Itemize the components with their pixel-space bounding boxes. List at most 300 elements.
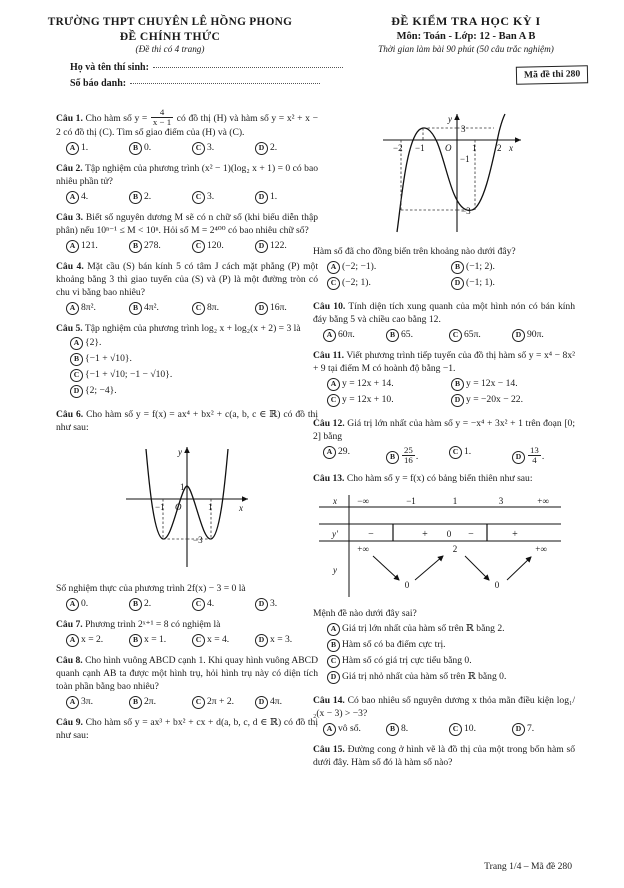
y-value-0: +∞ — [357, 544, 369, 555]
question-3-label: Câu 3. — [56, 211, 84, 223]
yprime-value-2: 0 — [446, 529, 452, 540]
question-2-body: Tập nghiệm của phương trình (x² − 1)(log₂ x + 1) = 0 có bao nhiêu phần tử? — [56, 162, 319, 187]
option-c[interactable] — [327, 394, 451, 407]
option-letter-c: C — [327, 655, 340, 668]
question-15-label: Câu 15. — [313, 744, 345, 756]
option-letter-b: B — [451, 261, 464, 274]
question-14-label: Câu 14. — [313, 695, 345, 707]
question-10 — [313, 301, 575, 342]
x-axis-arrow — [242, 497, 248, 503]
yprime-value-4: + — [512, 529, 518, 541]
question-6-text — [56, 409, 318, 435]
option-letter-a: A — [323, 723, 336, 736]
y-value-4: +∞ — [535, 544, 547, 555]
question-9-label: Câu 9. — [56, 716, 83, 728]
question-2-label: Câu 2. — [56, 162, 83, 174]
question-10-options — [313, 329, 575, 342]
option-c-text: 1. — [464, 445, 472, 457]
question-5-text — [56, 323, 318, 336]
y-tick-neg3: −3 — [461, 206, 471, 216]
option-c[interactable] — [327, 277, 451, 290]
question-8 — [56, 655, 318, 709]
x-value-1: −1 — [406, 496, 416, 507]
option-d-text: Giá trị nhỏ nhất của hàm số trên ℝ bằng 0. — [342, 671, 507, 683]
option-c[interactable] — [192, 142, 255, 155]
option-letter-d: D — [255, 191, 268, 204]
question-13-body: Cho hàm số y = f(x) có bảng biến thiên như sau: — [346, 472, 533, 484]
option-letter-c: C — [449, 329, 462, 342]
question-2-text — [56, 163, 318, 189]
option-letter-c: C — [192, 240, 205, 253]
question-10-text — [313, 301, 575, 327]
option-letter-b: B — [451, 378, 464, 391]
option-d[interactable] — [255, 142, 318, 155]
question-10-body: Tính diện tích xung quanh của một hình nón có bán kính đáy bằng 5 và chiều cao bằng 12. — [313, 300, 576, 325]
option-letter-c: C — [449, 723, 462, 736]
option-letter-b: B — [386, 451, 399, 464]
fraction-numerator: 25 — [404, 444, 413, 455]
question-5-body: Tập nghiệm của phương trình log₂ x + log₂(x + 2) = 3 là — [84, 322, 301, 334]
option-d-text: x = 3. — [270, 634, 293, 646]
option-letter-b: B — [129, 191, 142, 204]
y-tick-neg1: −1 — [460, 154, 470, 164]
option-d[interactable] — [512, 723, 575, 736]
option-a-text: Giá trị lớn nhất của hàm số trên ℝ bằng 2. — [342, 623, 505, 635]
option-letter-a: A — [66, 598, 79, 611]
fraction-denominator: 16 — [404, 454, 413, 465]
option-a-text: 29. — [338, 445, 350, 457]
option-letter-c: C — [192, 634, 205, 647]
candidate-name-blank[interactable] — [153, 58, 343, 68]
candidate-name-field[interactable] — [70, 58, 343, 73]
right-column — [313, 108, 575, 778]
variation-table-svg — [315, 491, 565, 599]
option-d-text: 4π. — [270, 695, 283, 707]
x-tick-neg1: −1 — [155, 502, 165, 513]
arrow-up-1 — [415, 556, 443, 580]
question-4-label: Câu 4. — [56, 260, 84, 272]
option-d-text: 2. — [270, 141, 278, 153]
row-label-x: x — [333, 496, 337, 507]
quartic-graph-figure — [56, 439, 318, 579]
question-12-label: Câu 12. — [313, 417, 345, 429]
question-3-options — [56, 240, 318, 253]
exam-subject: Môn: Toán - Lớp: 12 - Ban A B — [396, 31, 536, 42]
option-b-text: (−1; 2). — [466, 260, 495, 272]
option-c[interactable] — [192, 302, 255, 315]
option-b-text: {−1 + √10}. — [85, 353, 132, 365]
x-tick-neg2: −2 — [393, 143, 403, 153]
option-b[interactable] — [451, 378, 575, 391]
fraction-numerator: 13 — [530, 444, 539, 455]
candidate-id-label: Số báo danh: — [70, 78, 127, 89]
left-column — [56, 108, 318, 751]
option-letter-d: D — [512, 329, 525, 342]
option-b[interactable] — [129, 598, 192, 611]
option-a[interactable] — [66, 142, 129, 155]
option-letter-a: A — [66, 302, 79, 315]
option-b-text: y = 12x − 14. — [466, 377, 518, 389]
cubic-graph-svg — [349, 112, 539, 237]
option-letter-b: B — [129, 240, 142, 253]
x-tick-neg1: −1 — [415, 143, 425, 153]
option-d-text: (−1; 1). — [466, 276, 495, 288]
arrow-down-1 — [373, 556, 399, 580]
option-a[interactable] — [327, 623, 575, 636]
option-b-text: 4π². — [144, 301, 159, 313]
option-b[interactable] — [129, 634, 192, 647]
question-6-tail: Số nghiệm thực của phương trình 2f(x) − 3 = 0 là — [56, 583, 246, 595]
option-a[interactable] — [66, 240, 129, 253]
row-label-y: y — [333, 565, 337, 576]
question-1-options — [56, 142, 318, 155]
option-c-text: 120. — [207, 239, 224, 251]
option-c[interactable] — [70, 369, 318, 382]
option-c-text: 3. — [207, 141, 215, 153]
option-letter-a: A — [66, 142, 79, 155]
option-letter-c: C — [327, 277, 340, 290]
option-c[interactable] — [192, 191, 255, 204]
option-a[interactable] — [66, 696, 129, 709]
option-c[interactable] — [449, 446, 512, 465]
option-a-text: 3π. — [81, 695, 94, 707]
option-letter-c: C — [327, 394, 340, 407]
question-4-options — [56, 302, 318, 315]
question-3 — [56, 212, 318, 253]
x-value-3: 3 — [498, 496, 504, 507]
option-b-text: 8. — [401, 723, 409, 735]
official-label: ĐỀ CHÍNH THỨC — [119, 30, 221, 43]
option-b-text: 2π. — [144, 695, 157, 707]
question-10-label: Câu 10. — [313, 300, 346, 312]
x-axis-arrow — [515, 137, 521, 143]
option-d[interactable] — [255, 634, 318, 647]
option-letter-c: C — [70, 369, 83, 382]
option-a-text: y = 12x + 14. — [342, 377, 394, 389]
option-a-text: (−2; −1). — [342, 260, 377, 272]
arrow-down-2 — [465, 556, 489, 580]
question-14 — [313, 695, 575, 736]
question-4 — [56, 261, 318, 315]
cubic-graph-figure — [313, 112, 575, 242]
option-c[interactable] — [449, 723, 512, 736]
question-13 — [313, 473, 575, 688]
option-a[interactable] — [327, 378, 451, 391]
question-columns — [0, 108, 624, 856]
option-letter-d: D — [327, 671, 340, 684]
option-letter-d: D — [70, 385, 83, 398]
option-c-text: 3. — [207, 190, 215, 202]
question-8-options — [56, 696, 318, 709]
option-letter-c: C — [192, 142, 205, 155]
option-a-text: x = 2. — [81, 634, 104, 646]
row-label-yprime: y′ — [332, 529, 338, 540]
option-a[interactable] — [70, 337, 318, 350]
option-d[interactable]: D $\frac{13}{4}$ . — [512, 446, 575, 465]
option-d[interactable] — [327, 671, 575, 684]
option-b[interactable] — [129, 302, 192, 315]
option-d-text: 1. — [270, 190, 278, 202]
option-a-text: vô số. — [338, 723, 361, 735]
origin-label: O — [445, 143, 452, 153]
option-letter-a: A — [327, 378, 340, 391]
question-15-body: Đường cong ở hình vẽ là đồ thị của một trong bốn hàm số dưới đây. Hàm số đó là hàm số nào? — [313, 744, 576, 769]
variation-table-figure — [315, 491, 565, 604]
question-6-label: Câu 6. — [56, 409, 84, 421]
option-b[interactable] — [451, 261, 575, 274]
arrow-up-2 — [507, 557, 531, 580]
question-11 — [313, 350, 575, 410]
option-a[interactable] — [323, 723, 386, 736]
question-7-label: Câu 7. — [56, 619, 83, 631]
option-b[interactable] — [129, 142, 192, 155]
option-b-text: Hàm số có ba điểm cực trị. — [342, 639, 446, 651]
question-9-figure-block — [313, 112, 575, 293]
option-b[interactable] — [129, 696, 192, 709]
page-header — [0, 0, 624, 116]
option-a[interactable] — [327, 261, 451, 274]
x-value-4: +∞ — [537, 496, 549, 507]
page-footer: Trang 1/4 – Mã đề 280 — [484, 861, 572, 872]
option-letter-b: B — [129, 598, 142, 611]
option-letter-a: A — [323, 446, 336, 459]
option-d[interactable] — [70, 385, 318, 398]
quartic-graph-svg — [112, 439, 262, 574]
option-c-text: 65π. — [464, 328, 481, 340]
option-c-text: 8π. — [207, 301, 220, 313]
option-d-text: 122. — [270, 239, 287, 251]
option-b-text: 2. — [144, 598, 152, 610]
option-b-text: 2. — [144, 190, 152, 202]
option-letter-b: B — [386, 329, 399, 342]
option-a[interactable] — [66, 302, 129, 315]
option-c[interactable] — [192, 598, 255, 611]
option-d[interactable] — [255, 240, 318, 253]
x-axis-label: x — [239, 503, 243, 514]
option-letter-b: B — [327, 639, 340, 652]
option-b-fraction — [402, 446, 415, 465]
y-axis-arrow — [184, 447, 190, 453]
question-3-body: Biết số nguyên dương M sẽ có n chữ số (khi biểu diễn thập phân) nếu 10ⁿ⁻¹ ≤ M < 10ⁿ. Hỏi số M = 2⁴⁰⁰ có bao nhiêu chữ số? — [56, 211, 318, 236]
y-value-2: 2 — [452, 544, 458, 555]
header-right-block — [316, 14, 616, 54]
option-letter-a: A — [327, 261, 340, 274]
option-b[interactable] — [386, 723, 449, 736]
option-b-text: x = 1. — [144, 634, 167, 646]
option-d[interactable] — [255, 598, 318, 611]
option-letter-d: D — [255, 240, 268, 253]
question-5 — [56, 323, 318, 402]
question-12 — [313, 418, 575, 465]
option-letter-c: C — [192, 696, 205, 709]
candidate-id-blank[interactable] — [130, 74, 320, 84]
question-13-text — [313, 473, 575, 486]
option-letter-d: D — [451, 277, 464, 290]
option-d-text: 3. — [270, 598, 278, 610]
option-letter-d: D — [255, 142, 268, 155]
option-d[interactable] — [255, 191, 318, 204]
option-c[interactable] — [192, 696, 255, 709]
option-d-text: 90π. — [527, 328, 544, 340]
option-a-text: {2}. — [85, 337, 102, 349]
y-value-3: 0 — [494, 580, 500, 591]
option-letter-c: C — [192, 598, 205, 611]
option-d-text: 7. — [527, 723, 535, 735]
option-c-text: 2π + 2. — [207, 695, 235, 707]
question-11-label: Câu 11. — [313, 349, 345, 361]
option-c-text: 10. — [464, 723, 476, 735]
question-4-body: Mặt cầu (S) bán kính 5 có tâm J cách mặt phẳng (P) một khoảng bằng 3 thì giao tuyến của (S) và (P) là một đường tròn có chu vi bằng bao nhiêu? — [56, 260, 319, 298]
option-c-text: x = 4. — [207, 634, 230, 646]
option-letter-d: D — [512, 451, 525, 464]
option-b-text: 278. — [144, 239, 161, 251]
y-axis-label: y — [448, 114, 452, 124]
option-b[interactable] — [70, 353, 318, 366]
option-letter-c: C — [192, 302, 205, 315]
option-letter-d: D — [255, 302, 268, 315]
question-7-body: Phương trình 2ˣ⁺¹ = 8 có nghiệm là — [85, 619, 221, 631]
option-c-text: Hàm số có giá trị cực tiểu bằng 0. — [342, 655, 472, 667]
exam-title: ĐỀ KIỂM TRA HỌC KỲ I — [391, 14, 541, 28]
option-c[interactable] — [192, 240, 255, 253]
option-d[interactable] — [255, 302, 318, 315]
question-2 — [56, 163, 318, 204]
option-c-text: y = 12x + 10. — [342, 393, 394, 405]
option-c-text: 4. — [207, 598, 215, 610]
option-a-text: 4. — [81, 190, 89, 202]
question-7 — [56, 619, 318, 647]
option-letter-d: D — [255, 634, 268, 647]
option-b[interactable] — [129, 240, 192, 253]
option-c-text: {−1 + √10; −1 − √10}. — [85, 369, 173, 381]
option-letter-b: B — [129, 302, 142, 315]
question-9-options — [313, 261, 575, 293]
question-12-body: Giá trị lớn nhất của hàm số y = −x⁴ + 3x² + 1 trên đoạn [0; 2] bằng — [313, 417, 575, 442]
question-7-options — [56, 634, 318, 647]
question-7-text — [56, 619, 318, 632]
question-15 — [313, 744, 575, 770]
x-tick-1: 1 — [472, 143, 477, 153]
option-b-text: 0. — [144, 141, 152, 153]
question-13-label: Câu 13. — [313, 472, 345, 484]
option-letter-d: D — [255, 696, 268, 709]
origin-label: O — [175, 502, 182, 513]
option-letter-b: B — [70, 353, 83, 366]
yprime-value-1: + — [422, 529, 428, 541]
option-letter-a: A — [66, 240, 79, 253]
question-5-label: Câu 5. — [56, 322, 83, 334]
question-8-text — [56, 655, 318, 694]
option-a[interactable] — [66, 191, 129, 204]
option-d-fraction — [528, 446, 541, 465]
option-b[interactable] — [129, 191, 192, 204]
fraction-numerator: 4 — [151, 108, 173, 118]
option-d[interactable] — [512, 329, 575, 342]
question-1-body-b: có đồ thị (H) và hàm số y = x² + x − 2 có đồ thị (C). Tìm số giao điểm của (H) và (C). — [56, 113, 318, 138]
option-a-text: 8π². — [81, 301, 96, 313]
question-14-body: Có bao nhiêu số nguyên dương x thỏa mãn điều kiện log₁/₂(x − 3) > −3? — [313, 695, 575, 720]
option-letter-a: A — [323, 329, 336, 342]
question-1 — [56, 108, 318, 155]
question-9-body: Cho hàm số y = ax³ + bx² + cx + d(a, b, c, d ∈ ℝ) có đồ thị như sau: — [56, 716, 319, 741]
question-1-label: Câu 1. — [56, 113, 83, 125]
question-9-tail: Hàm số đã cho đồng biến trên khoảng nào dưới đây? — [313, 245, 516, 257]
question-6 — [56, 409, 318, 611]
option-c-text: (−2; 1). — [342, 276, 371, 288]
option-letter-b: B — [129, 634, 142, 647]
question-1-text — [56, 108, 318, 140]
option-c[interactable] — [449, 329, 512, 342]
option-d[interactable] — [451, 394, 575, 407]
question-2-options — [56, 191, 318, 204]
y-value-1: 0 — [404, 580, 410, 591]
option-letter-a: A — [66, 191, 79, 204]
option-a-text: 0. — [81, 598, 89, 610]
option-b[interactable] — [327, 639, 575, 652]
question-12-options — [313, 446, 575, 465]
yprime-value-0: − — [368, 529, 374, 541]
question-5-options — [56, 337, 318, 401]
option-letter-c: C — [449, 446, 462, 459]
y-tick-neg3: −3 — [193, 535, 203, 546]
option-letter-b: B — [386, 723, 399, 736]
option-letter-b: B — [129, 696, 142, 709]
option-letter-a: A — [66, 634, 79, 647]
question-4-text — [56, 261, 318, 300]
option-b[interactable]: B $\frac{25}{16}$ . — [386, 446, 449, 465]
option-letter-c: C — [192, 191, 205, 204]
question-8-label: Câu 8. — [56, 655, 83, 667]
y-tick-3: 3 — [461, 124, 466, 134]
option-a-text: 1. — [81, 141, 89, 153]
exam-code-badge: Mã đề thi 280 — [516, 65, 589, 85]
option-letter-d: D — [255, 598, 268, 611]
question-3-text — [56, 212, 318, 238]
candidate-id-field[interactable] — [70, 74, 320, 89]
yprime-value-3: − — [468, 529, 474, 541]
option-letter-a: A — [70, 337, 83, 350]
question-1-fraction — [151, 108, 173, 127]
question-15-text — [313, 744, 575, 770]
y-axis-label: y — [178, 447, 182, 458]
option-b-text: 65. — [401, 328, 413, 340]
option-d[interactable] — [255, 696, 318, 709]
option-d[interactable] — [451, 277, 575, 290]
option-letter-a: A — [66, 696, 79, 709]
candidate-name-label: Họ và tên thí sinh: — [70, 62, 149, 73]
option-a[interactable] — [323, 329, 386, 342]
option-d-text: 16π. — [270, 301, 287, 313]
option-b[interactable] — [386, 329, 449, 342]
question-12-text — [313, 418, 575, 444]
school-name: TRƯỜNG THPT CHUYÊN LÊ HỒNG PHONG — [47, 16, 293, 28]
option-a[interactable] — [66, 598, 129, 611]
x-tick-2: 2 — [497, 143, 502, 153]
option-a-text: 121. — [81, 239, 98, 251]
question-11-text — [313, 350, 575, 376]
option-letter-d: D — [451, 394, 464, 407]
cubic-curve — [397, 114, 505, 232]
exam-time: Thời gian làm bài 90 phút (50 câu trắc nghiệm) — [378, 44, 554, 54]
option-a[interactable] — [323, 446, 386, 465]
question-6-body: Cho hàm số y = f(x) = ax⁴ + bx² + c(a, b, c ∈ ℝ) có đồ thị như sau: — [56, 409, 319, 434]
question-11-options — [313, 378, 575, 410]
option-c[interactable] — [327, 655, 575, 668]
fraction-denominator: 4 — [532, 454, 537, 465]
header-left-block — [20, 16, 320, 54]
option-c[interactable] — [192, 634, 255, 647]
option-a[interactable] — [66, 634, 129, 647]
